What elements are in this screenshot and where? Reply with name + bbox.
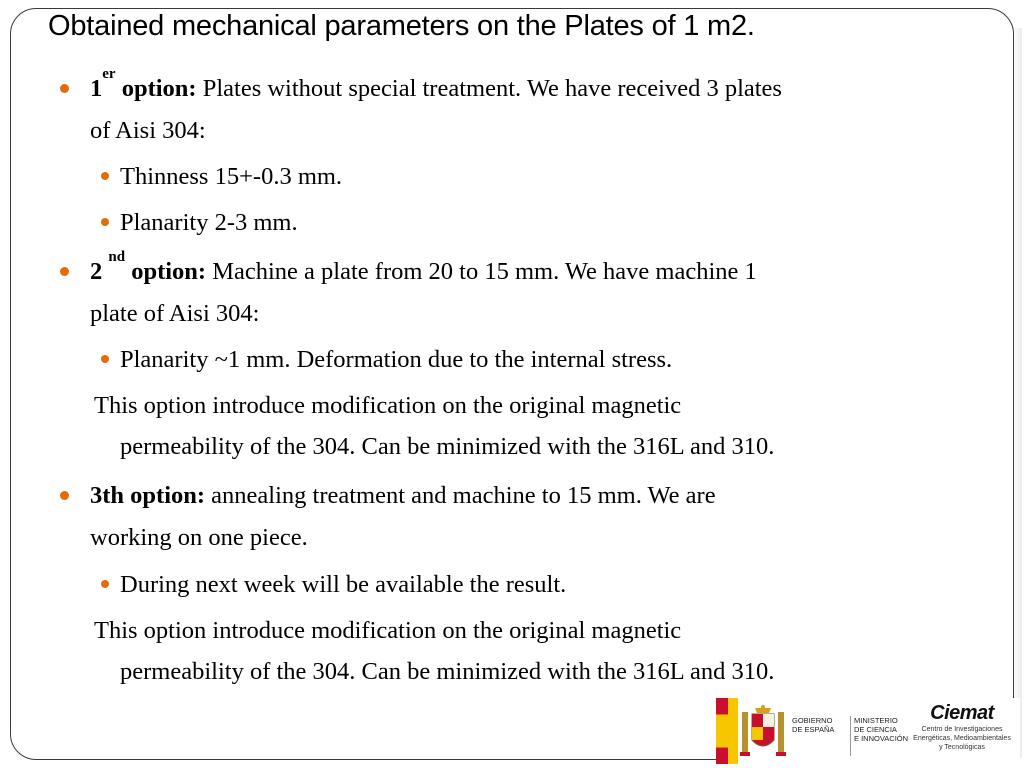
slide-shadow (1012, 28, 1022, 758)
option-2-note-1: This option introduce modification on the original magnetic (94, 392, 682, 419)
option-1-sub-1: Thinness 15+-0.3 mm. (120, 163, 343, 190)
bullet-icon (60, 84, 69, 93)
flag-stripe (728, 698, 738, 764)
option-2-text-2: plate of Aisi 304: (90, 300, 260, 327)
min-line-3: E INNOVACIÓN (854, 734, 909, 743)
option-3-sub-1: During next week will be available the result. (120, 571, 567, 598)
bullet-icon (101, 355, 109, 363)
ciemat-sub-1: Centro de Investigaciones (921, 726, 1003, 733)
coat-of-arms-icon (738, 704, 788, 760)
option-3-label: 3th option: (90, 482, 206, 509)
spain-flag-icon (716, 698, 728, 764)
option-3-note-2: permeability of the 304. Can be minimized with the 316L and 310. (120, 658, 775, 685)
option-2-line-1 (90, 249, 757, 292)
bullet-icon (101, 172, 109, 180)
option-1-line-1 (90, 66, 782, 109)
footer-logos (716, 698, 1020, 764)
bullet-icon (60, 491, 69, 500)
option-3-note-1: This option introduce modification on the original magnetic (94, 617, 682, 644)
bullet-icon (101, 218, 109, 226)
option-2-sub-1: Planarity ~1 mm. Deformation due to the internal stress. (120, 346, 673, 373)
option-2-label: option: (125, 258, 207, 285)
gov-line-2: DE ESPAÑA (792, 725, 835, 734)
option-1-number: 1 (90, 75, 103, 102)
option-2-number: 2 (90, 258, 103, 285)
min-line-1: MINISTERIO (854, 716, 898, 725)
option-2-text-1: Machine a plate from 20 to 15 mm. We have machine 1 (206, 258, 757, 285)
option-1-sub-2: Planarity 2-3 mm. (120, 209, 298, 236)
bullet-icon (101, 580, 109, 588)
gov-line-1: GOBIERNO (792, 716, 833, 725)
option-1-text-2: of Aisi 304: (90, 117, 206, 144)
option-3-text-2: working on one piece. (90, 524, 308, 551)
option-2-note-2: permeability of the 304. Can be minimized with the 316L and 310. (120, 433, 775, 460)
option-2-sup: nd (108, 249, 126, 265)
option-3-text-1: annealing treatment and machine to 15 mm. We are (205, 482, 716, 509)
bullet-icon (60, 267, 69, 276)
ciemat-name: Ciemat (930, 702, 994, 724)
gobierno-label (792, 716, 851, 756)
slide-title: Obtained mechanical parameters on the Plates of 1 m2. (48, 10, 755, 42)
option-3-line-1 (90, 476, 716, 516)
option-1-label: option: (115, 75, 197, 102)
ciemat-sub-2: Energéticas, Medioambientales (913, 735, 1011, 742)
min-line-2: DE CIENCIA (854, 725, 897, 734)
ciemat-logo (906, 702, 1018, 762)
option-1-sup: er (102, 66, 116, 82)
ciemat-sub-3: y Tecnológicas (939, 744, 985, 751)
option-1-text-1: Plates without special treatment. We have received 3 plates (196, 75, 782, 102)
